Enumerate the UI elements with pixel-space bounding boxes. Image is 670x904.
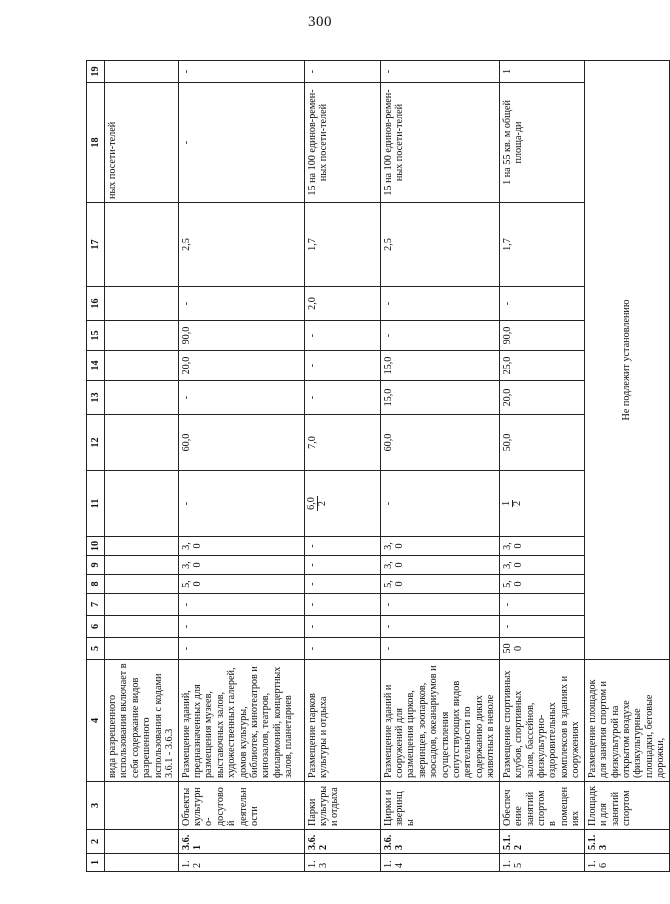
cell-c13: 15,0 xyxy=(380,381,499,415)
fraction-denominator: 2 xyxy=(316,500,328,507)
col-header-10: 10 xyxy=(87,537,105,556)
cell-c5: - xyxy=(178,638,304,660)
cell-c5: 500 xyxy=(499,638,584,660)
cell-c7: - xyxy=(178,594,304,616)
cell-c4: вида разрешенного использования включает в себя содержание видов разрешенного использования с кодами 3.6.1 - 3.6.3 xyxy=(105,660,179,782)
cell-c11: - xyxy=(380,471,499,537)
table-row xyxy=(499,61,584,872)
cell-c19: - xyxy=(304,61,380,83)
cell-c17: 2,5 xyxy=(380,203,499,287)
col-header-13: 13 xyxy=(87,381,105,415)
cell-c19: 1 xyxy=(499,61,584,83)
table-row xyxy=(304,61,380,872)
cell-c9: 3,0 xyxy=(499,556,584,575)
cell-code: 5.1.3 xyxy=(584,830,669,854)
cell-c14: 25,0 xyxy=(499,351,584,381)
cell-c13: - xyxy=(178,381,304,415)
fraction-numerator: 6,0 xyxy=(305,497,317,510)
cell-c13: 20,0 xyxy=(499,381,584,415)
col-header-7: 7 xyxy=(87,594,105,616)
cell-c3: Обеспечение занятий спортом в помещениях xyxy=(499,782,584,830)
cell-c9: 3,0 xyxy=(178,556,304,575)
cell-c18: - xyxy=(178,83,304,203)
cell-c3: Парки культуры и отдыха xyxy=(304,782,380,830)
col-header-19: 19 xyxy=(87,61,105,83)
cell-c16: - xyxy=(178,287,304,321)
cell-c12: 60,0 xyxy=(178,415,304,471)
col-header-4: 4 xyxy=(87,660,105,782)
cell-c16: - xyxy=(499,287,584,321)
cell-c4: Размещение зданий и сооружений для размещения цирков, зверинцев, зоопарков, зоосадов, океанариумов и осуществления сопутствующих видов деятельности по содержанию диких животных в неволе xyxy=(380,660,499,782)
cell-c5: - xyxy=(380,638,499,660)
cell-c7: - xyxy=(380,594,499,616)
col-header-6: 6 xyxy=(87,616,105,638)
cell-c15: 90,0 xyxy=(499,321,584,351)
cell-c8: 5,0 xyxy=(178,575,304,594)
cell-c3: Объекты культурно-досуговой деятельности xyxy=(178,782,304,830)
cell-c9: 3,0 xyxy=(380,556,499,575)
cell-c5: - xyxy=(304,638,380,660)
cell-c15: 90,0 xyxy=(178,321,304,351)
cell-c8: 5,0 xyxy=(499,575,584,594)
cell-c11 xyxy=(304,471,380,537)
cell-c11: - xyxy=(178,471,304,537)
col-header-15: 15 xyxy=(87,321,105,351)
cell-c12: 60,0 xyxy=(380,415,499,471)
cell-code: 3.6.1 xyxy=(178,830,304,854)
cell-c17: 1,7 xyxy=(499,203,584,287)
cell-c6: - xyxy=(380,616,499,638)
cell-c18: 15 на 100 единов-ремен-ных посети-телей xyxy=(380,83,499,203)
table-row xyxy=(380,61,499,872)
cell-c9: - xyxy=(304,556,380,575)
cell-c15: - xyxy=(304,321,380,351)
cell-c19: - xyxy=(178,61,304,83)
cell-c6: - xyxy=(304,616,380,638)
col-header-9: 9 xyxy=(87,556,105,575)
col-header-5: 5 xyxy=(87,638,105,660)
cell-c1: 1.4 xyxy=(380,854,499,872)
fraction-denominator: 2 xyxy=(511,500,523,507)
cell-c16: 2,0 xyxy=(304,287,380,321)
cell-code: 3.6.2 xyxy=(304,830,380,854)
cell-c1: 1.5 xyxy=(499,854,584,872)
cell-c6: - xyxy=(178,616,304,638)
cell-c10: 3,0 xyxy=(380,537,499,556)
cell-c14: 20,0 xyxy=(178,351,304,381)
cell-c11 xyxy=(499,471,584,537)
fraction-numerator: 1 xyxy=(500,500,512,507)
cell-c18: 15 на 100 единов-ремен-ных посети-телей xyxy=(304,83,380,203)
cell-c4: Размещение зданий, предназначенных для размещения музеев, выставочных залов, художественных галерей, домов культуры, библиотек, кинотеатров и кинозалов, театров, филармоний, концертных залов, планетариев xyxy=(178,660,304,782)
column-number-row xyxy=(87,61,105,872)
not-established-cell: Не подлежит установлению xyxy=(584,61,669,660)
cell-c10: - xyxy=(304,537,380,556)
cell-c17: 1,7 xyxy=(304,203,380,287)
col-header-8: 8 xyxy=(87,575,105,594)
cell-c14: - xyxy=(304,351,380,381)
cell-c1: 1.3 xyxy=(304,854,380,872)
cell-c3: Площадки для занятий спортом xyxy=(584,782,669,830)
fraction xyxy=(307,496,328,511)
cell-c8: 5,0 xyxy=(380,575,499,594)
col-header-18: 18 xyxy=(87,83,105,203)
cell-c12: 50,0 xyxy=(499,415,584,471)
cell-code: 3.6.3 xyxy=(380,830,499,854)
cell-c1: 1.6 xyxy=(584,854,669,872)
col-header-16: 16 xyxy=(87,287,105,321)
cell-c1: 1.2 xyxy=(178,854,304,872)
cell-c7: - xyxy=(499,594,584,616)
cell-c18: ных посети-телей xyxy=(105,83,179,203)
col-header-1: 1 xyxy=(87,854,105,872)
cell-c8: - xyxy=(304,575,380,594)
cell-c4: Размещение парков культуры и отдыха xyxy=(304,660,380,782)
rotated-table-wrapper xyxy=(86,60,667,872)
col-header-14: 14 xyxy=(87,351,105,381)
cell-c17: 2,5 xyxy=(178,203,304,287)
cell-c19: - xyxy=(380,61,499,83)
col-header-12: 12 xyxy=(87,415,105,471)
cell-c3: Цирки и зверинцы xyxy=(380,782,499,830)
cell-c13: - xyxy=(304,381,380,415)
cell-c12: 7,0 xyxy=(304,415,380,471)
col-header-17: 17 xyxy=(87,203,105,287)
cell-c4: Размещение спортивных клубов, спортивных залов, бассейнов, физкультурно-оздоровительных комплексов в зданиях и сооружениях xyxy=(499,660,584,782)
cell-c10: 3,0 xyxy=(499,537,584,556)
cell-c16: - xyxy=(380,287,499,321)
col-header-11: 11 xyxy=(87,471,105,537)
cell-code: 5.1.2 xyxy=(499,830,584,854)
cell-c15: - xyxy=(380,321,499,351)
cell-c6: - xyxy=(499,616,584,638)
cell-c10: 3,0 xyxy=(178,537,304,556)
table-row xyxy=(584,61,669,872)
continuation-row xyxy=(105,61,179,872)
cell-c14: 15,0 xyxy=(380,351,499,381)
col-header-3: 3 xyxy=(87,782,105,830)
fraction xyxy=(502,500,523,507)
col-header-2: 2 xyxy=(87,830,105,854)
table-row xyxy=(178,61,304,872)
cell-c4: Размещение площадок для занятия спортом и физкультурой на открытом воздухе (физкультурные площадки, беговые дорожки, xyxy=(584,660,669,782)
cell-c18: 1 на 55 кв. м общей площа-ди xyxy=(499,83,584,203)
cell-c7: - xyxy=(304,594,380,616)
page-number: 300 xyxy=(308,14,332,30)
regulations-table xyxy=(86,60,670,872)
